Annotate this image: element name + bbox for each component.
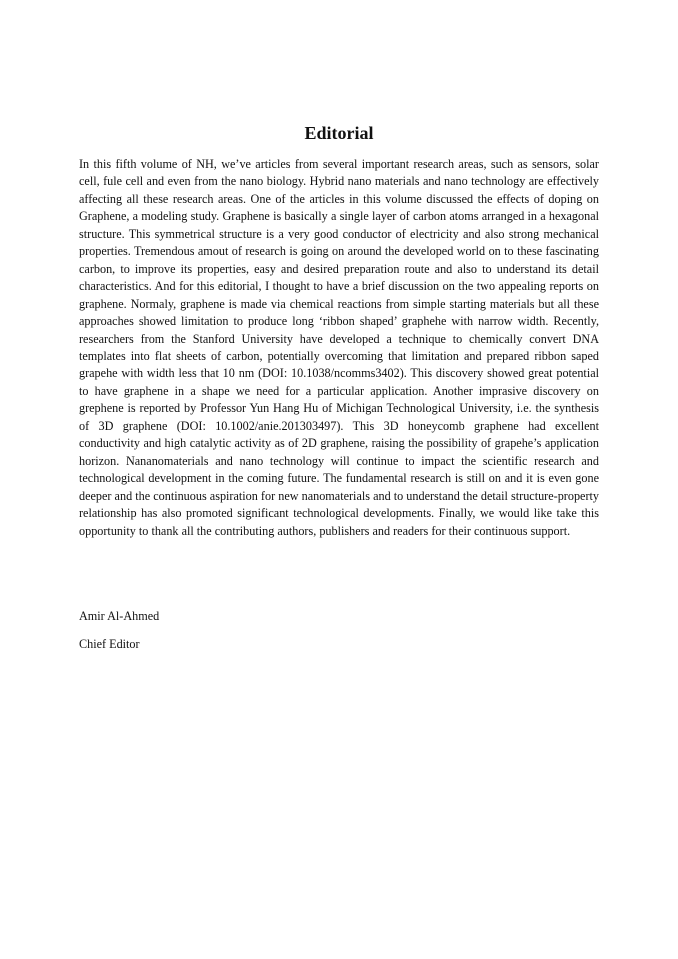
author-role: Chief Editor [79, 637, 140, 651]
editorial-body-paragraph: In this fifth volume of NH, we’ve articles from several important research areas, such as sensors, solar cell, fule cell and even from the nano biology. Hybrid nano materials and nano technology are effectively affecting all these research areas. One of the articles in this volume discussed the effects of doping on Graphene, a modeling study. Graphene is basically a single layer of carbon atoms arranged in a hexagonal structure. This symmetrical structure is a very good conductor of electricity and also strong mechanical properties. Tremendous amout of research is going on around the developed world on to these fascinating carbon, to improve its properties, easy and desired preparation route and also to understand its detail characteristics. And for this editorial, I thought to have a brief discussion on the two appealing reports on graphene. Normaly, graphene is made via chemical reactions from simple starting materials but all these approaches showed limitation to produce long ‘ribbon shaped’ graphehe with narrow width. Recently, researchers from the Stanford University have developed a technique to chemically convert DNA templates into flat sheets of carbon, potentially overcoming that limitation and prepared ribbon saped grapehe with width less that 10 nm (DOI: 10.1038/ncomms3402). This discovery showed great potential to have graphene in a shape we need for a particular application. Another imprasive discovery on grephene is reported by Professor Yun Hang Hu of Michigan Technological University, i.e. the synthesis of 3D graphene (DOI: 10.1002/anie.201303497). This 3D honeycomb graphene had excellent conductivity and high catalytic activity as of 2D graphene, raising the possibility of grapehe’s application horizon. Nananomaterials and nano technology will continue to impact the scientific research and technological development in the coming future. The fundamental research is still on and it is even gone deeper and the continuous aspiration for new nanomaterials and to understand the detail structure-property relationship has also promoted significant technological developments. Finally, we would like take this opportunity to thank all the contributing authors, publishers and readers for their continuous support. [79, 157, 599, 538]
page-title: Editorial [304, 123, 374, 143]
author-name: Amir Al-Ahmed [79, 609, 160, 623]
